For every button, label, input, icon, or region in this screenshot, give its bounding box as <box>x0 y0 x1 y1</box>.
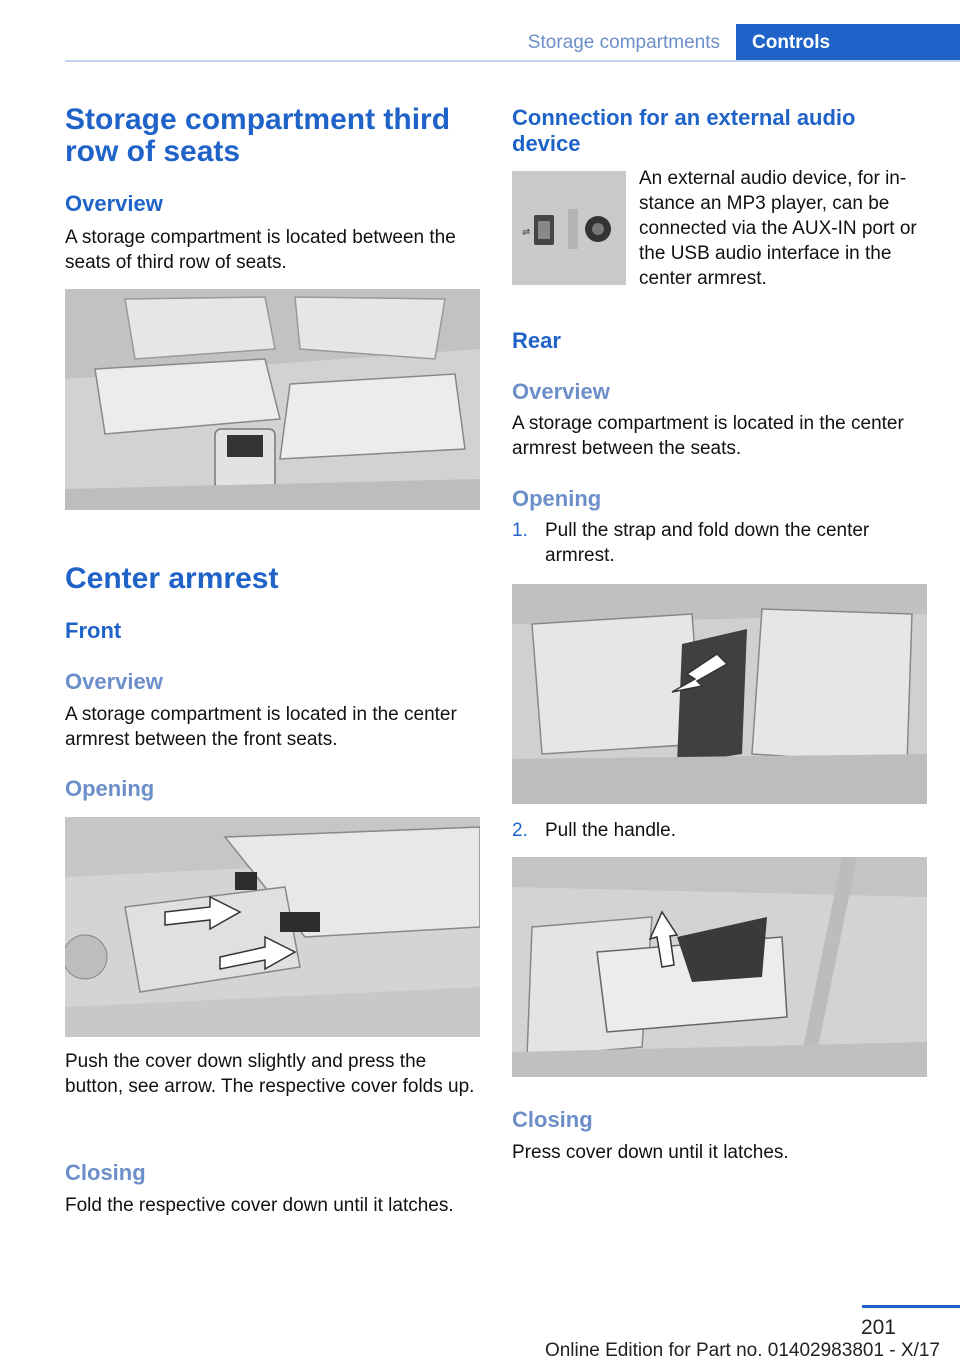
rear-opening-heading: Opening <box>512 486 602 511</box>
rear-armrest-fold-image <box>512 584 927 804</box>
header-section-title: Storage compartments <box>527 32 720 53</box>
front-opening-heading: Opening <box>65 776 155 801</box>
rear-heading: Rear <box>512 328 561 353</box>
step-number: 2. <box>512 820 528 841</box>
third-row-storage-image <box>65 289 480 510</box>
svg-text:⇌: ⇌ <box>522 227 531 238</box>
front-opening-text: Push the cover down slightly and press the button, see arrow. The respective cover folds up. <box>65 1051 475 1097</box>
front-closing-heading: Closing <box>65 1160 146 1185</box>
front-overview-text: A storage compartment is located in the center armrest between the front seats. <box>65 704 457 750</box>
overview-text: A storage compartment is located between the seats of third row of seats. <box>65 227 456 273</box>
step-number: 1. <box>512 520 528 541</box>
rear-armrest-handle-image <box>512 857 927 1077</box>
center-armrest-title: Center armrest <box>65 562 279 595</box>
rear-overview-text: A storage compartment is located in the center armrest between the seats. <box>512 413 904 459</box>
overview-heading: Overview <box>65 191 163 216</box>
rear-overview-heading: Overview <box>512 379 610 404</box>
rear-closing-heading: Closing <box>512 1107 593 1132</box>
header-divider <box>65 60 960 62</box>
front-armrest-image <box>65 817 480 1037</box>
audio-connection-heading: Connection for an external audio device <box>512 105 856 156</box>
front-closing-text: Fold the respective cover down until it latches. <box>65 1195 454 1216</box>
header-chapter-tab[interactable]: Controls <box>736 24 960 62</box>
section-title-third-row: Storage compartment third row of seats <box>65 103 451 168</box>
aux-usb-port-image <box>512 171 626 285</box>
front-heading: Front <box>65 618 122 643</box>
step-text: Pull the handle. <box>545 820 676 841</box>
footer-divider <box>862 1305 960 1308</box>
step-text: Pull the strap and fold down the center armrest. <box>545 520 870 566</box>
rear-closing-text: Press cover down until it latches. <box>512 1142 789 1163</box>
page-number: 201 <box>860 1316 896 1339</box>
front-overview-heading: Overview <box>65 669 163 694</box>
edition-note: Online Edition for Part no. 01402983801 - X/17 <box>544 1340 940 1361</box>
audio-connection-text: An external audio device, for in‐stance an MP3 player, can be connected via the AUX-IN port or the USB audio interface in the center armrest. <box>639 168 917 289</box>
